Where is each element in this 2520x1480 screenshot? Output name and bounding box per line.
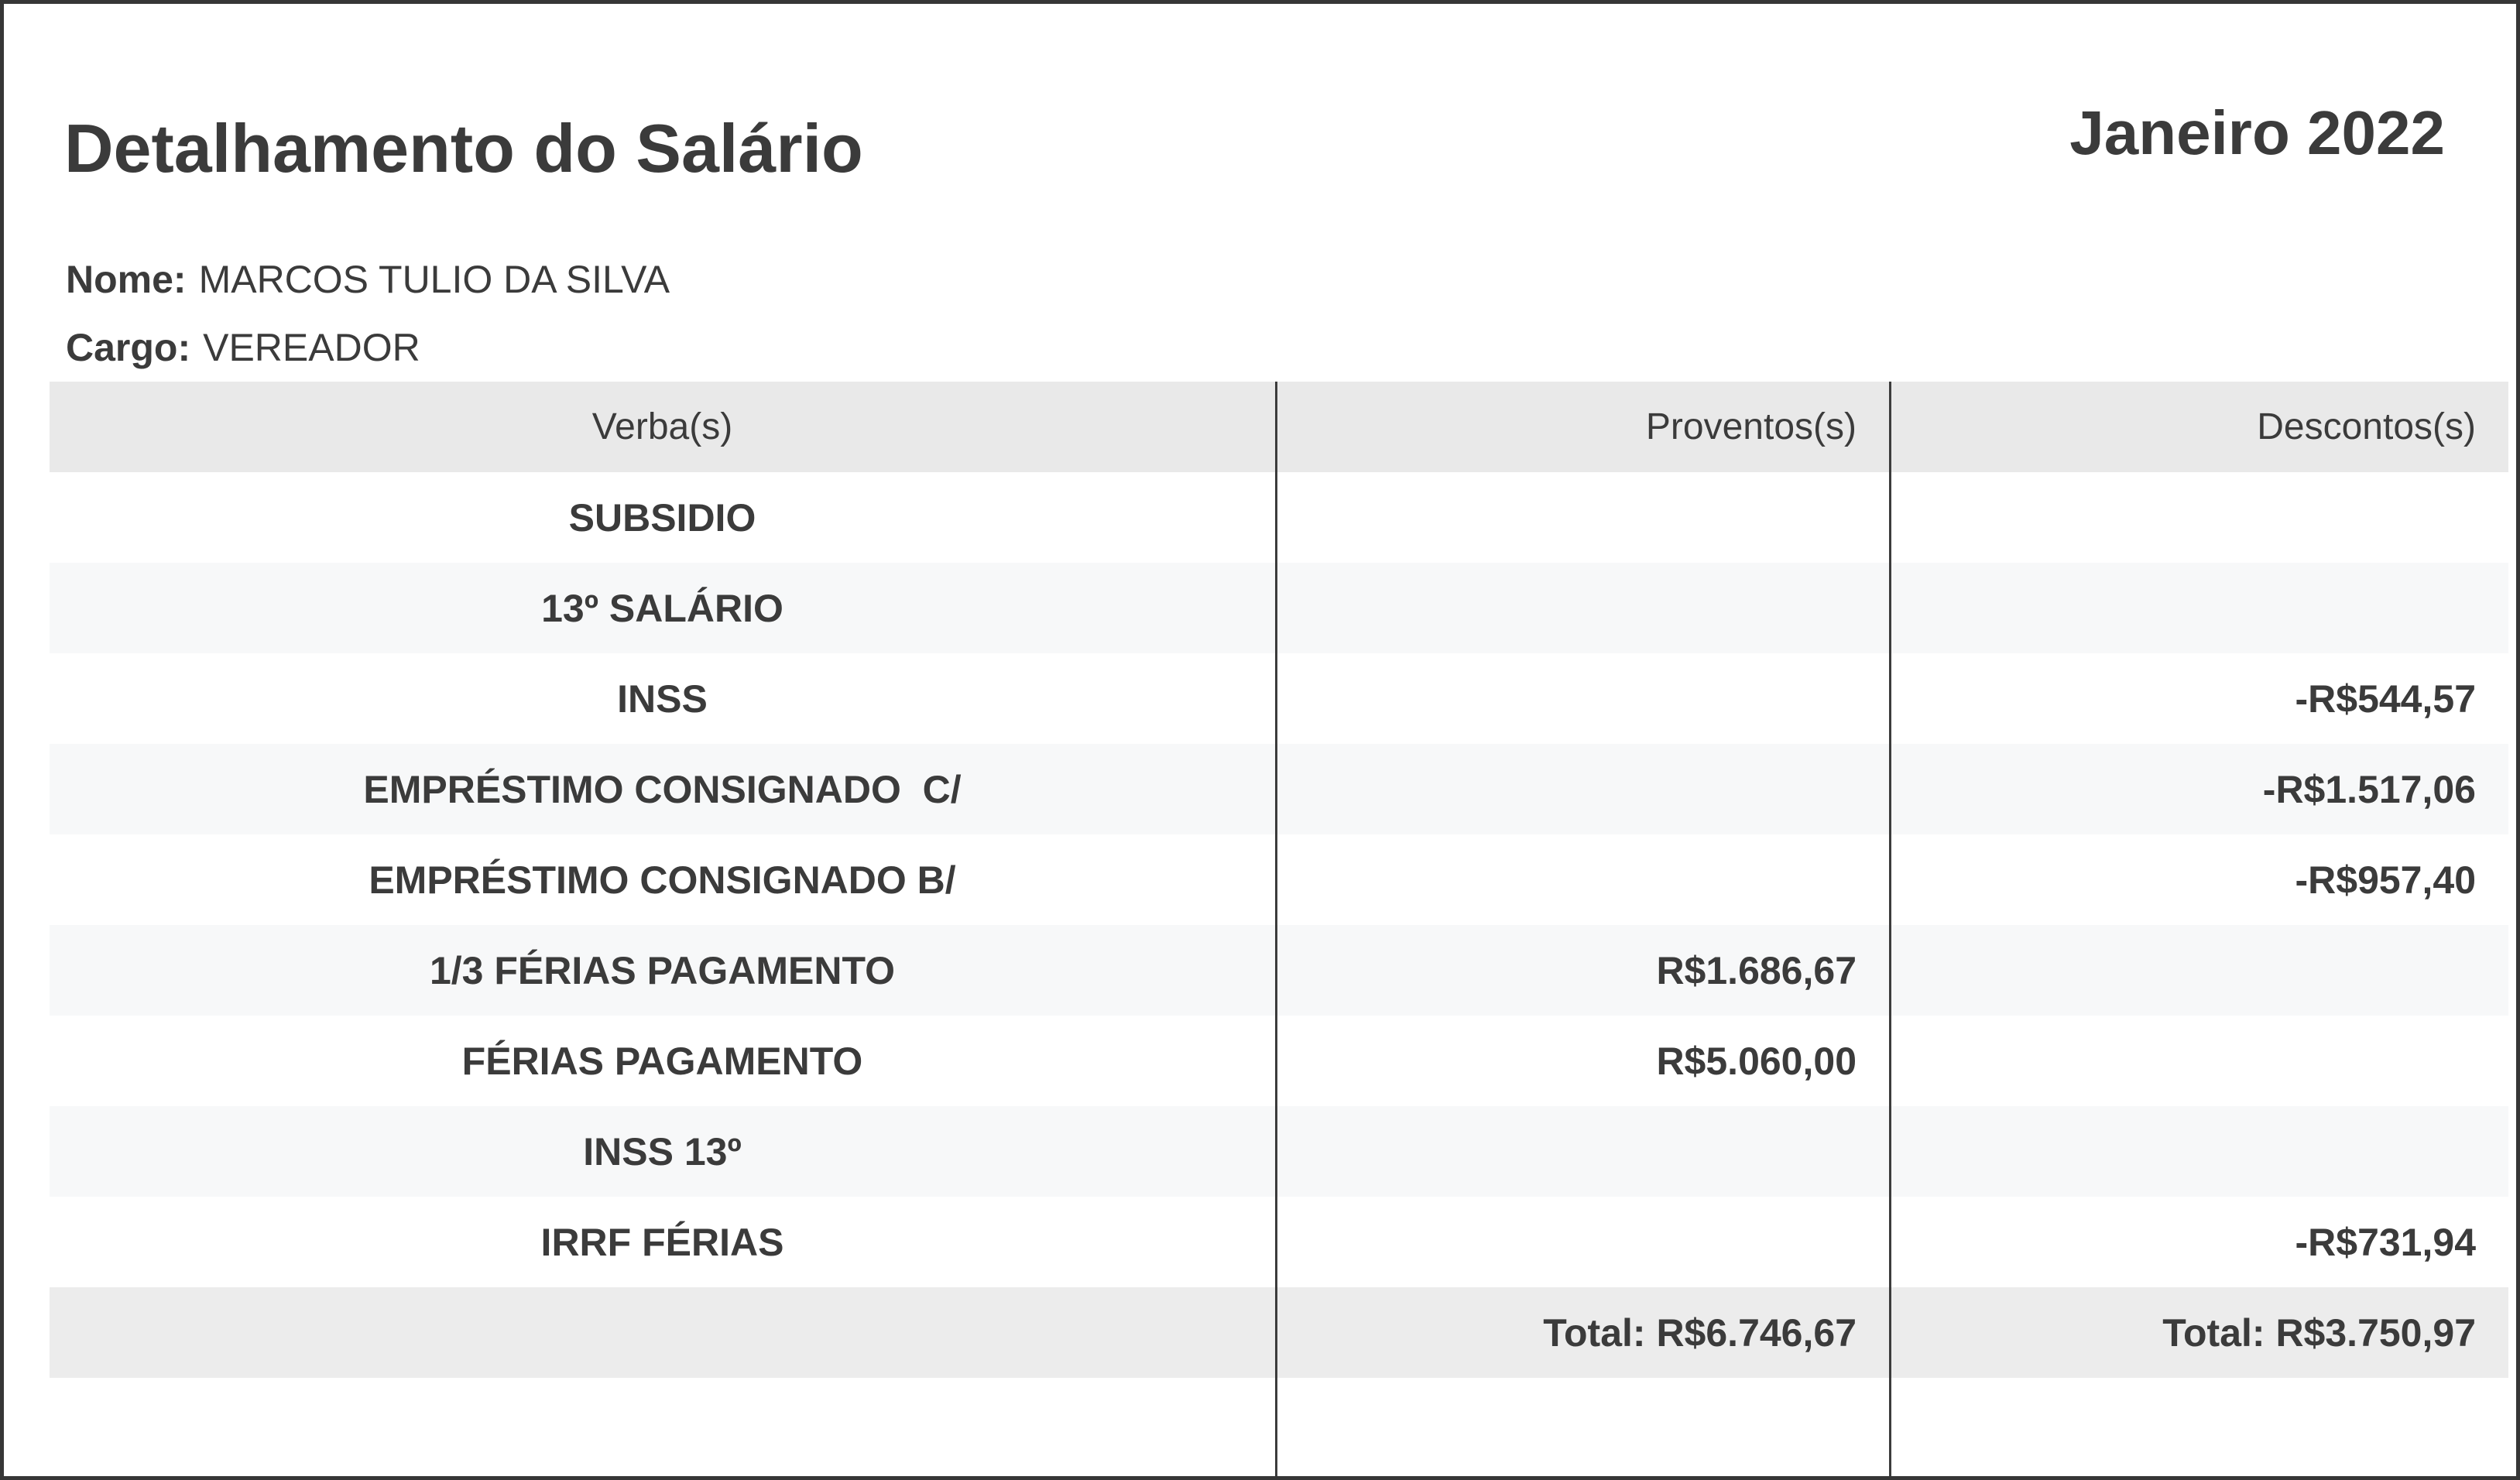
table-row <box>50 563 2508 653</box>
row-verba: INSS 13º <box>583 1129 742 1173</box>
row-verba: EMPRÉSTIMO CONSIGNADO B/ <box>369 858 956 902</box>
total-proventos: Total: R$6.746,67 <box>1275 1287 1889 1378</box>
row-provento <box>1275 653 1889 744</box>
filler-proventos-cell <box>1275 1378 1889 1476</box>
header-descontos: Descontos(s) <box>1889 382 2508 472</box>
row-desconto <box>1889 925 2508 1016</box>
row-desconto <box>1889 1106 2508 1197</box>
table-row <box>50 834 2508 925</box>
table-row <box>50 925 2508 1016</box>
table-row <box>50 1197 2508 1287</box>
row-desconto: -R$1.517,06 <box>1889 744 2508 834</box>
table-row <box>50 472 2508 563</box>
row-provento <box>1275 834 1889 925</box>
total-verba-cell <box>50 1287 1275 1378</box>
header-verba: Verba(s) <box>591 406 733 447</box>
period-label: Janeiro 2022 <box>2069 98 2445 167</box>
table-total-row <box>50 1287 2508 1378</box>
row-provento: R$1.686,67 <box>1275 925 1889 1016</box>
row-verba: FÉRIAS PAGAMENTO <box>461 1039 863 1083</box>
employee-name-label: Nome: <box>66 258 187 301</box>
table-body <box>50 472 2508 1287</box>
row-desconto: -R$957,40 <box>1889 834 2508 925</box>
employee-role-label: Cargo: <box>66 326 191 369</box>
table-header-row <box>50 382 2508 472</box>
table-row <box>50 1106 2508 1197</box>
row-provento <box>1275 744 1889 834</box>
employee-name-value: MARCOS TULIO DA SILVA <box>198 258 670 301</box>
employee-name-line <box>66 258 670 303</box>
row-verba: 1/3 FÉRIAS PAGAMENTO <box>429 948 896 992</box>
row-verba: SUBSIDIO <box>568 495 756 540</box>
filler-descontos-cell <box>1889 1378 2508 1476</box>
row-provento <box>1275 1106 1889 1197</box>
row-provento <box>1275 1197 1889 1287</box>
row-desconto <box>1889 563 2508 653</box>
row-verba: INSS <box>617 677 708 721</box>
row-verba: EMPRÉSTIMO CONSIGNADO C/ <box>363 767 962 811</box>
filler-verba-cell <box>50 1378 1275 1476</box>
total-descontos: Total: R$3.750,97 <box>1889 1287 2508 1378</box>
header-proventos: Proventos(s) <box>1275 382 1889 472</box>
page-title: Detalhamento do Salário <box>64 109 863 187</box>
row-provento <box>1275 563 1889 653</box>
row-desconto: -R$731,94 <box>1889 1197 2508 1287</box>
salary-table <box>50 382 2508 1476</box>
row-verba: IRRF FÉRIAS <box>540 1220 784 1264</box>
row-desconto <box>1889 1016 2508 1106</box>
table-row <box>50 744 2508 834</box>
table-filler-row <box>50 1378 2508 1476</box>
table-row <box>50 653 2508 744</box>
table-row <box>50 1016 2508 1106</box>
employee-role-line <box>66 326 420 371</box>
employee-role-value: VEREADOR <box>203 326 420 369</box>
row-provento <box>1275 472 1889 563</box>
row-provento: R$5.060,00 <box>1275 1016 1889 1106</box>
row-desconto: -R$544,57 <box>1889 653 2508 744</box>
row-desconto <box>1889 472 2508 563</box>
row-verba: 13º SALÁRIO <box>541 586 783 630</box>
